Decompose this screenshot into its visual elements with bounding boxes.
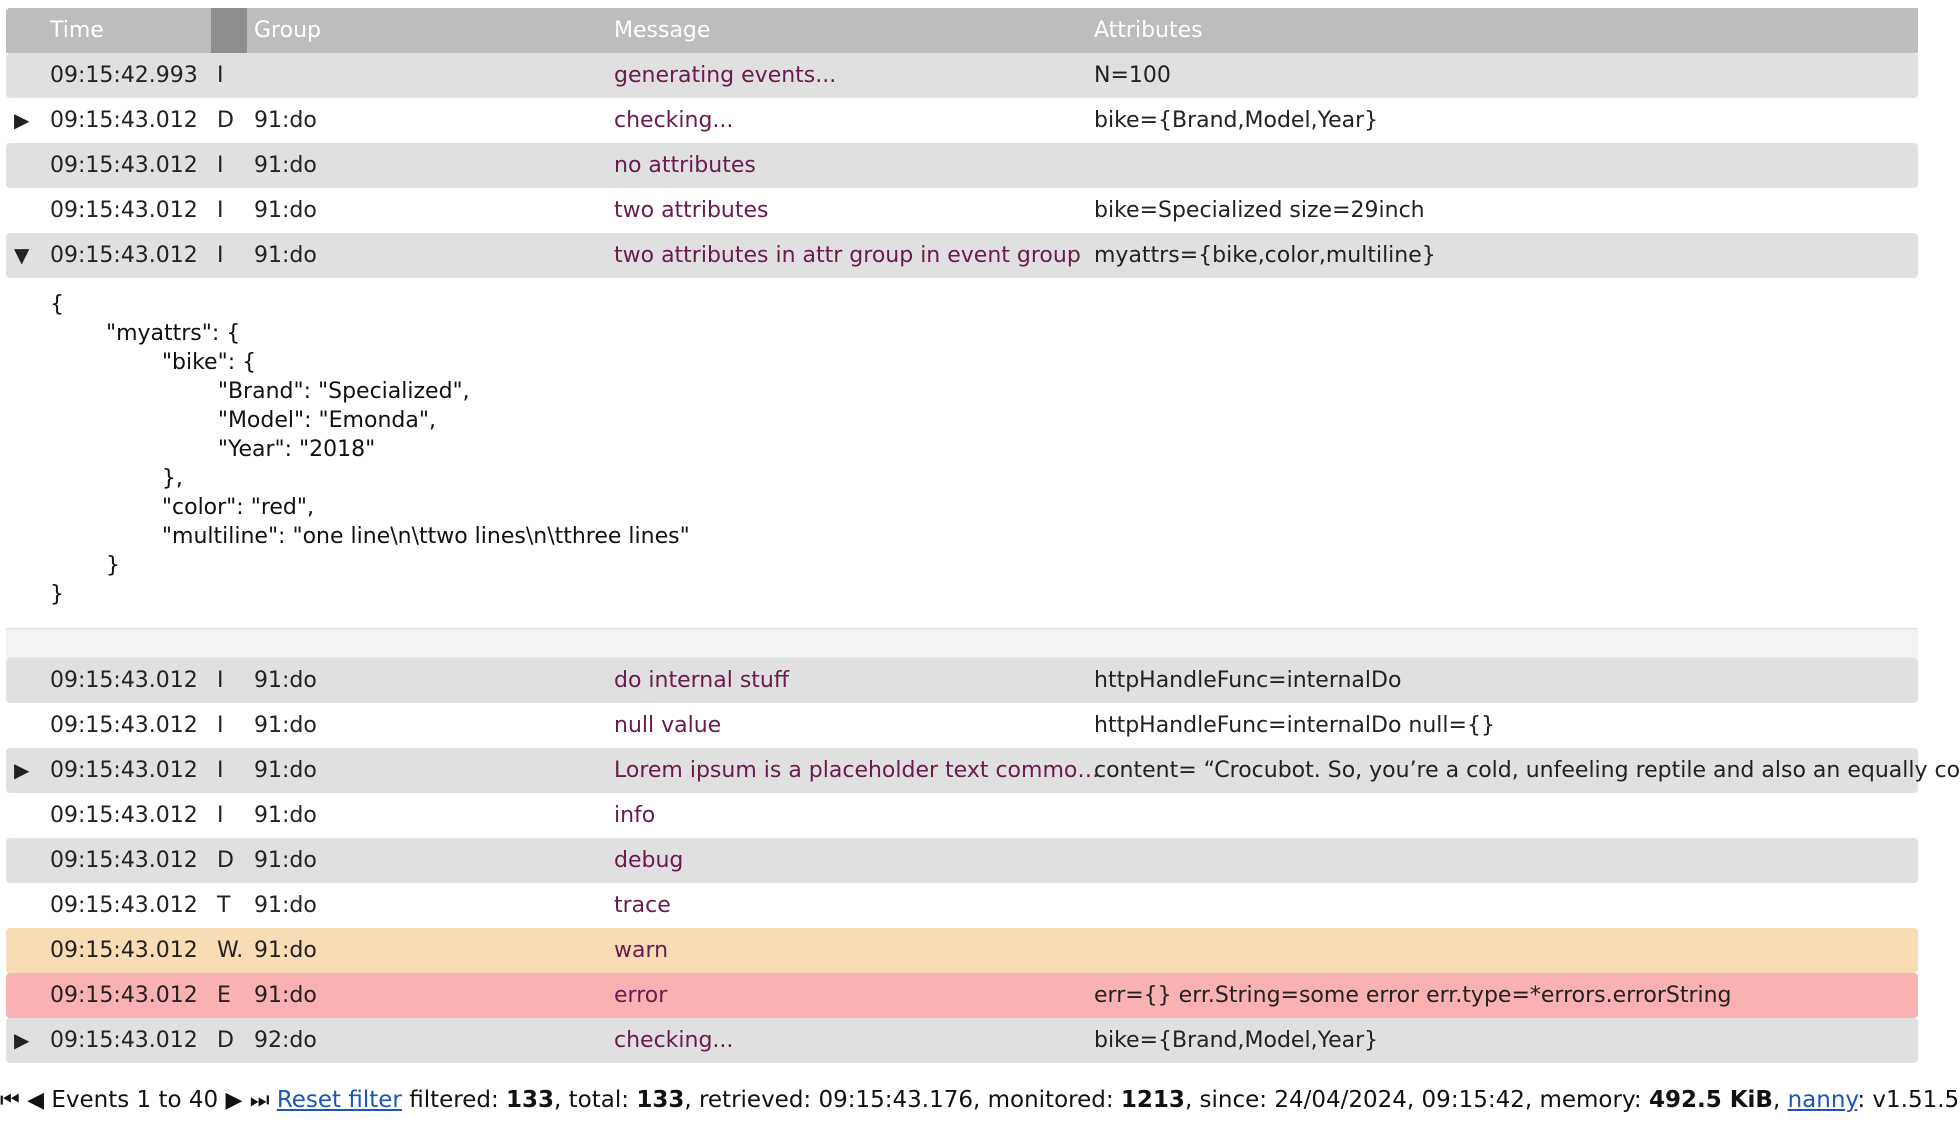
event-table [6,8,1960,1063]
detail-divider [6,629,1918,658]
event-level: I [217,803,224,828]
event-group: 91:do [254,893,317,918]
event-group: 91:do [254,848,317,873]
event-row[interactable] [6,748,1960,793]
event-row[interactable] [6,53,1918,98]
event-time: 09:15:43.012 [50,713,198,738]
event-attributes: myattrs={bike,color,multiline} [1094,243,1436,268]
event-time: 09:15:43.012 [50,983,198,1008]
previous-page-icon[interactable]: ◀ [27,1088,45,1113]
status-footer [0,1079,1960,1121]
total-label: , total: [554,1087,637,1113]
column-header-attributes[interactable]: Attributes [1094,18,1203,43]
event-rows-bottom [6,658,1960,1063]
event-attributes: N=100 [1094,63,1171,88]
event-group: 91:do [254,243,317,268]
event-group: 91:do [254,198,317,223]
event-attributes: bike={Brand,Model,Year} [1094,108,1379,133]
expand-triangle-icon[interactable]: ▶ [14,1028,30,1052]
event-row[interactable] [6,793,1918,838]
event-detail-panel [6,278,1918,629]
event-attributes: httpHandleFunc=internalDo [1094,668,1402,693]
event-row[interactable] [6,658,1918,703]
event-row[interactable] [6,1018,1918,1063]
event-group: 91:do [254,153,317,178]
event-attributes: httpHandleFunc=internalDo null={} [1094,713,1495,738]
event-row[interactable] [6,98,1918,143]
event-group: 91:do [254,938,317,963]
event-row[interactable] [6,188,1918,233]
event-message: error [614,983,668,1008]
event-message: two attributes [614,198,769,223]
event-message: debug [614,848,684,873]
event-message: trace [614,893,671,918]
event-group: 91:do [254,803,317,828]
collapse-triangle-icon[interactable]: ▼ [14,243,30,267]
event-group: 91:do [254,713,317,738]
event-level: I [217,668,224,693]
event-row[interactable] [6,703,1918,748]
since-label: , since: 24/04/2024, 09:15:42, memory: [1184,1087,1649,1113]
event-time: 09:15:43.012 [50,1028,198,1053]
last-page-icon[interactable]: ⏭ [249,1088,270,1113]
event-time: 09:15:43.012 [50,848,198,873]
next-page-icon[interactable]: ▶ [225,1088,243,1113]
event-message: do internal stuff [614,668,790,693]
nanny-link[interactable]: nanny [1787,1087,1858,1113]
column-header-group[interactable]: Group [254,18,321,43]
event-attributes: content= “Crocubot. So, you’re a cold, unfeeling reptile and also an equally co [1094,758,1960,783]
event-message: checking... [614,108,734,133]
column-header-time[interactable]: Time [50,18,104,43]
expand-triangle-icon[interactable]: ▶ [14,758,30,782]
event-message: checking... [614,1028,734,1053]
event-time: 09:15:43.012 [50,243,198,268]
event-level: D [217,108,234,133]
event-group: 91:do [254,758,317,783]
event-row[interactable] [6,143,1918,188]
event-level: I [217,198,224,223]
reset-filter-link[interactable]: Reset filter [276,1087,402,1113]
version-label: : v1.51.5 [1857,1087,1960,1113]
event-level: I [217,713,224,738]
event-row[interactable] [6,973,1918,1018]
event-level: D [217,848,234,873]
event-detail-json: { "myattrs": { "bike": { "Brand": "Specialized", "Model": "Emonda", "Year": "2018" }, "color": "red", "multiline": "one line\n\ttwo lines\n\tthree lines" } } [50,292,690,607]
event-level: D [217,1028,234,1053]
first-page-icon[interactable]: ⏮ [0,1088,20,1113]
event-message: two attributes in attr group in event group [614,243,1081,268]
event-group: 92:do [254,1028,317,1053]
event-level: I [217,63,224,88]
filtered-count: 133 [506,1087,555,1113]
event-group: 91:do [254,983,317,1008]
event-time: 09:15:43.012 [50,153,198,178]
event-row[interactable] [6,838,1918,883]
event-time: 09:15:43.012 [50,108,198,133]
expand-triangle-icon[interactable]: ▶ [14,108,30,132]
table-header [6,8,1918,53]
total-count: 133 [636,1087,685,1113]
filtered-label: filtered: [401,1087,507,1113]
retrieved-label: , retrieved: 09:15:43.176, monitored: [684,1087,1121,1113]
event-message: no attributes [614,153,756,178]
event-attributes: err={} err.String=some error err.type=*errors.errorString [1094,983,1732,1008]
event-rows-top [6,53,1918,278]
event-row[interactable] [6,883,1918,928]
monitored-count: 1213 [1120,1087,1185,1113]
event-message: info [614,803,656,828]
event-time: 09:15:43.012 [50,198,198,223]
event-message: generating events... [614,63,837,88]
event-level: I [217,153,224,178]
event-message: Lorem ipsum is a placeholder text commo… [614,758,1100,783]
event-time: 09:15:43.012 [50,893,198,918]
separator: , [1772,1087,1788,1113]
event-row[interactable] [6,928,1918,973]
event-message: warn [614,938,669,963]
event-row[interactable] [6,233,1918,278]
event-attributes: bike={Brand,Model,Year} [1094,1028,1379,1053]
event-time: 09:15:43.012 [50,758,198,783]
event-time: 09:15:43.012 [50,938,198,963]
memory-value: 492.5 KiB [1648,1087,1773,1113]
column-resize-handle[interactable] [211,8,247,53]
event-group: 91:do [254,108,317,133]
event-level: T [217,893,231,918]
event-level: I [217,243,224,268]
event-level: I [217,758,224,783]
event-message: null value [614,713,722,738]
event-level: W. [217,938,244,963]
event-time: 09:15:43.012 [50,803,198,828]
column-header-message[interactable]: Message [614,18,711,43]
event-time: 09:15:43.012 [50,668,198,693]
event-group: 91:do [254,668,317,693]
events-range: Events 1 to 40 [51,1087,219,1113]
event-level: E [217,983,231,1008]
event-time: 09:15:42.993 [50,63,198,88]
event-attributes: bike=Specialized size=29inch [1094,198,1425,223]
